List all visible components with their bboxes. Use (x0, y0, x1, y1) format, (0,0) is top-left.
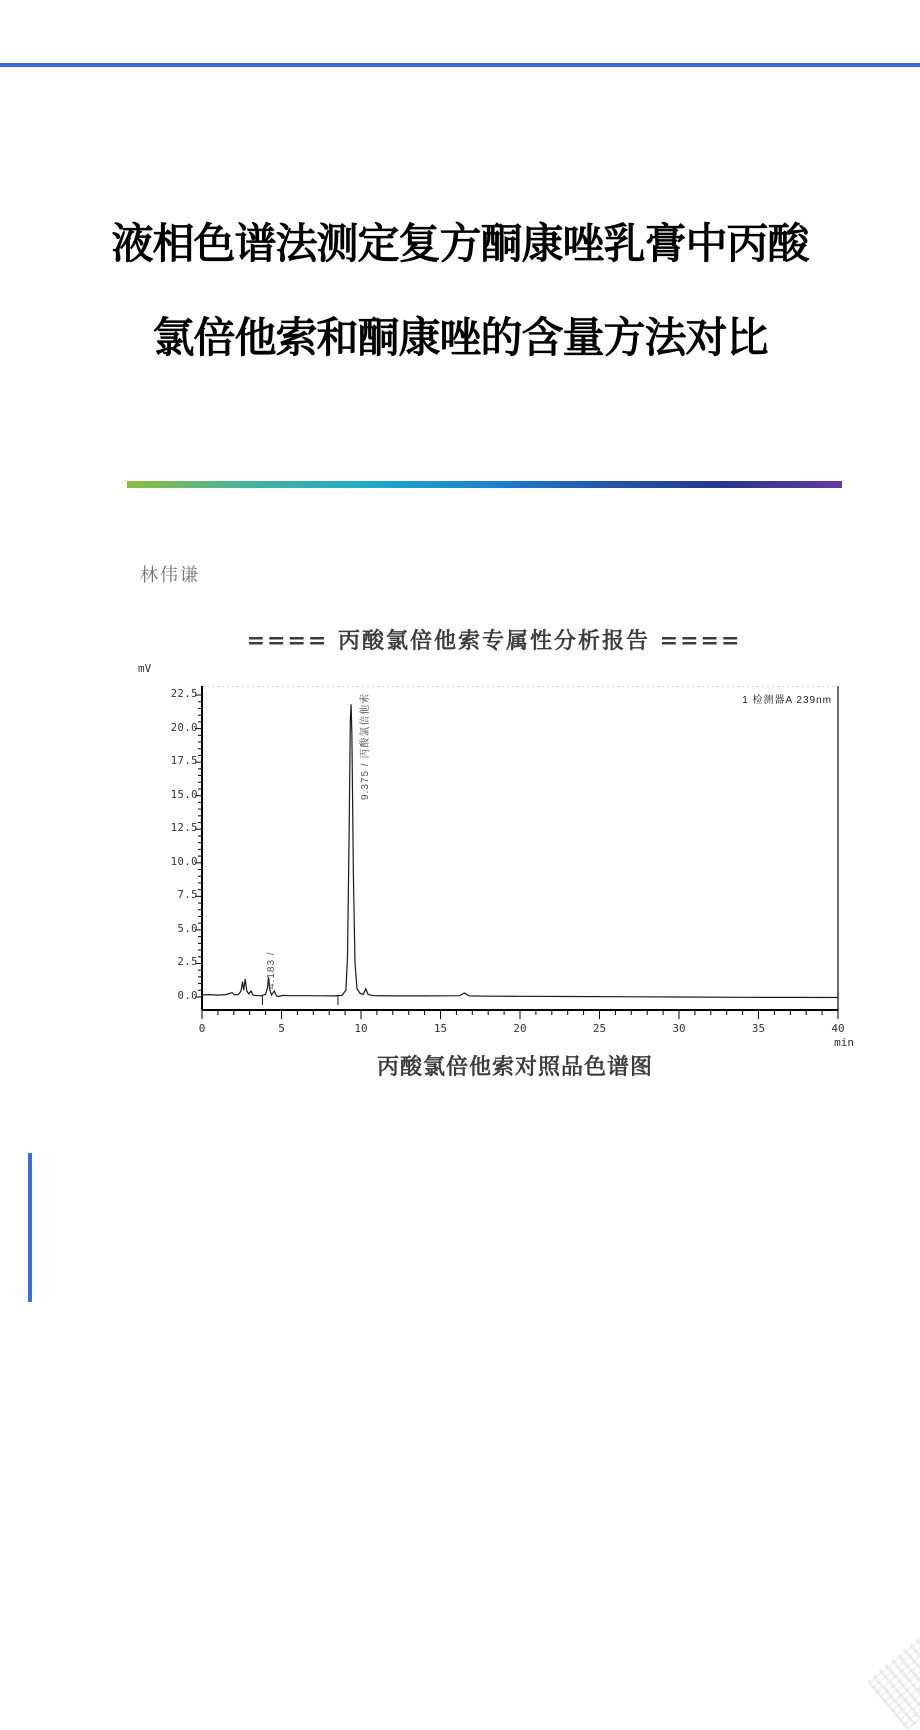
y-tick-label: 15.0 (170, 788, 198, 801)
y-tick-label: 2.5 (177, 956, 198, 969)
chart-caption: 丙酸氯倍他索对照品色谱图 (376, 1054, 653, 1080)
chromatogram-report (138, 618, 858, 1093)
y-tick-label: 0.0 (177, 990, 198, 1002)
y-tick-label: 10.0 (170, 855, 198, 868)
gradient-divider (127, 481, 842, 488)
peak-label-main: 9.375 / 丙酸氯倍他索 (360, 692, 371, 800)
y-tick-label: 20.0 (170, 721, 198, 734)
x-tick-label: 35 (751, 1022, 766, 1035)
chromatogram-plot (194, 686, 846, 1026)
x-tick-label: 0 (198, 1022, 206, 1035)
y-tick-label: 7.5 (177, 889, 198, 902)
chromatogram-trace (202, 704, 838, 997)
x-tick-label: 10 (354, 1022, 368, 1035)
x-tick-label: 20 (513, 1022, 527, 1035)
page-left-border (28, 1153, 32, 1302)
y-tick-label: 12.5 (170, 822, 198, 835)
peak-label-minor: 4.183 / (266, 951, 277, 989)
page-top-border (0, 63, 920, 67)
x-axis-unit-label: min (834, 1036, 854, 1049)
x-tick-label: 40 (831, 1022, 845, 1035)
x-tick-label: 30 (672, 1022, 686, 1035)
x-tick-label: 15 (433, 1022, 448, 1035)
watermark (866, 1534, 920, 1730)
y-tick-label: 22.5 (170, 688, 198, 701)
document-title-line1: 液相色谱法测定复方酮康唑乳膏中丙酸 (111, 219, 809, 268)
document-title-line2: 氯倍他索和酮康唑的含量方法对比 (152, 313, 768, 362)
x-tick-label: 5 (278, 1022, 285, 1035)
detector-annotation: 1 检测器A 239nm (742, 695, 832, 706)
y-axis-unit-label: mV (138, 662, 152, 675)
author-name: 林伟谦 (140, 565, 200, 585)
y-tick-label: 5.0 (177, 922, 198, 935)
x-tick-label: 25 (592, 1022, 607, 1035)
y-tick-label: 17.5 (170, 755, 198, 768)
report-header: ==== 丙酸氯倍他索专属性分析报告 ==== (246, 628, 742, 654)
